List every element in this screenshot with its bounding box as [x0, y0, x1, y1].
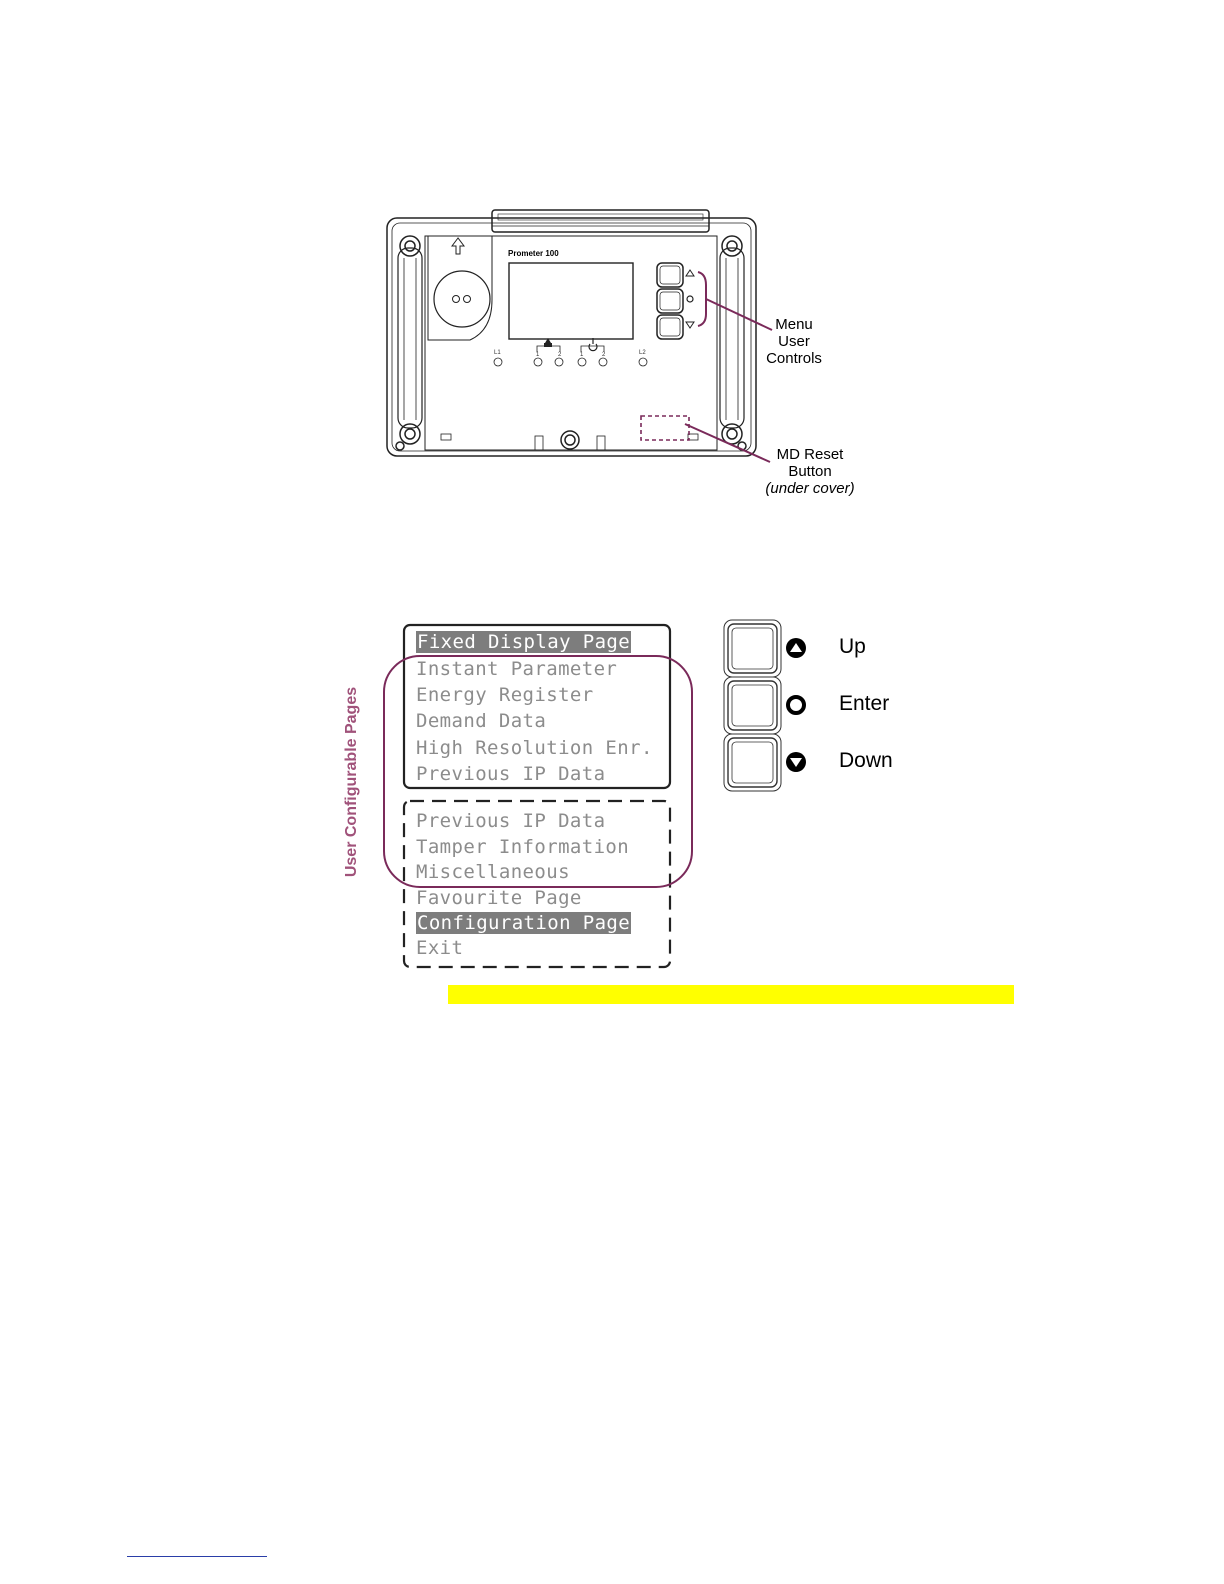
callout-line: MD Reset — [776, 446, 844, 463]
menu-item-energy-register[interactable]: Energy Register — [416, 684, 594, 706]
menu-item-previous-ip-data-2[interactable]: Previous IP Data — [416, 810, 606, 832]
enter-button-label: Enter — [839, 692, 890, 715]
callout-line: Menu — [775, 316, 813, 333]
down-arrow-icon — [786, 752, 806, 772]
callout-line: Controls — [766, 350, 822, 367]
menu-item-miscellaneous[interactable]: Miscellaneous — [416, 861, 570, 883]
led-label-1a: 1 — [536, 352, 540, 358]
menu-item-fixed-display[interactable]: Fixed Display Page — [417, 631, 631, 653]
button-icons — [724, 620, 781, 791]
menu-item-configuration-page[interactable]: Configuration Page — [417, 912, 631, 934]
callout-line: User — [778, 333, 810, 350]
led-label-1b: 1 — [580, 352, 584, 358]
callout-line: Button — [788, 463, 832, 480]
menu-item-tamper-information[interactable]: Tamper Information — [416, 836, 630, 858]
circle-icon — [788, 697, 804, 713]
menu-item-high-resolution[interactable]: High Resolution Enr. — [416, 737, 653, 759]
led-label-l2: L2 — [639, 350, 646, 356]
led-label-2a: 2 — [558, 352, 562, 358]
menu-item-demand-data[interactable]: Demand Data — [416, 710, 547, 732]
led-label-l1: L1 — [494, 350, 501, 356]
meter-model-label: Prometer 100 — [508, 249, 559, 258]
up-button-label: Up — [839, 635, 866, 658]
menu-item-instant-parameter[interactable]: Instant Parameter — [416, 658, 618, 680]
menu-item-favourite-page[interactable]: Favourite Page — [416, 887, 582, 909]
callout-note: (under cover) — [765, 480, 855, 497]
led-label-2b: 2 — [602, 352, 606, 358]
menu-item-exit[interactable]: Exit — [416, 937, 464, 959]
footnote-link-line[interactable] — [127, 1556, 267, 1557]
menu-item-previous-ip-data[interactable]: Previous IP Data — [416, 763, 606, 785]
up-arrow-icon — [786, 638, 806, 658]
yellow-highlight-bar — [448, 985, 1014, 1004]
user-configurable-pages-label: User Configurable Pages — [343, 686, 360, 878]
down-button-label: Down — [839, 749, 893, 772]
